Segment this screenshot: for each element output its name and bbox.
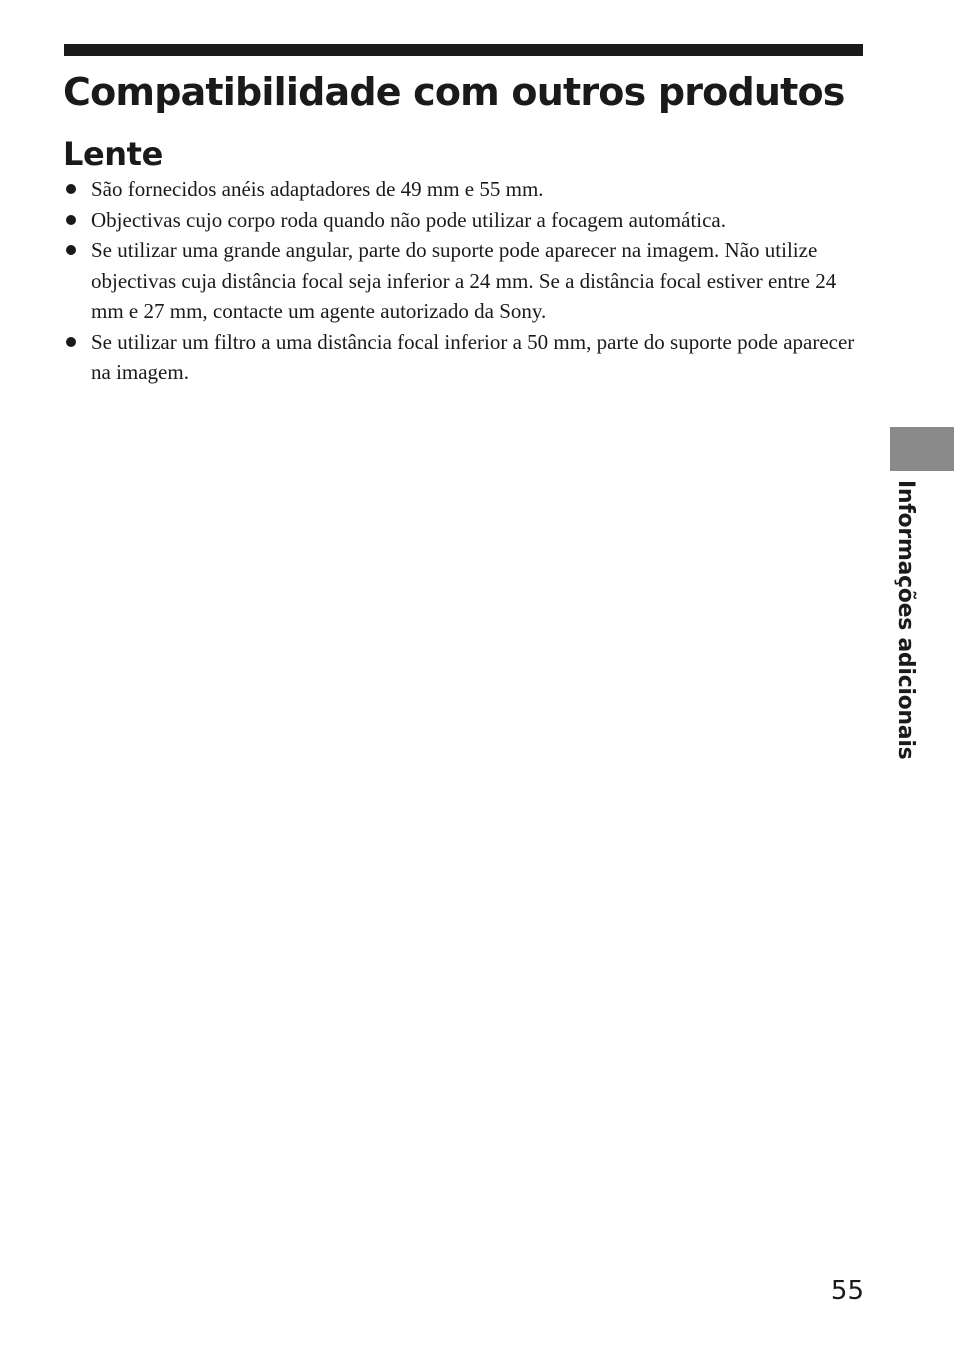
- list-item-text: Se utilizar um filtro a uma distância focal inferior a 50 mm, parte do suporte pode aparecer na imagem.: [91, 329, 855, 384]
- list-item: [64, 205, 864, 236]
- bullet-icon: [66, 215, 76, 225]
- list-item: [64, 174, 864, 205]
- bullet-icon: [66, 337, 76, 347]
- section-heading: Lente: [63, 135, 163, 173]
- section-side-label: Informações adicionais: [893, 480, 918, 760]
- list-item-text: Objectivas cujo corpo roda quando não pode utilizar a focagem automática.: [91, 207, 727, 232]
- page-title: Compatibilidade com outros produtos: [63, 70, 845, 114]
- bullet-icon: [66, 245, 76, 255]
- list-item: [64, 327, 864, 388]
- title-rule: [64, 44, 863, 56]
- bullet-list: [64, 174, 864, 388]
- section-tab-marker: [890, 427, 954, 471]
- bullet-icon: [66, 184, 76, 194]
- page-number: 55: [830, 1276, 864, 1306]
- list-item: [64, 235, 864, 327]
- list-item-text: Se utilizar uma grande angular, parte do suporte pode aparecer na imagem. Não utilize objectivas cuja distância focal seja inferior a 24 mm. Se a distância focal estiver entre 24 mm e 27 mm, contacte um agente autorizado da Sony.: [91, 238, 837, 323]
- list-item-text: São fornecidos anéis adaptadores de 49 mm e 55 mm.: [91, 177, 544, 201]
